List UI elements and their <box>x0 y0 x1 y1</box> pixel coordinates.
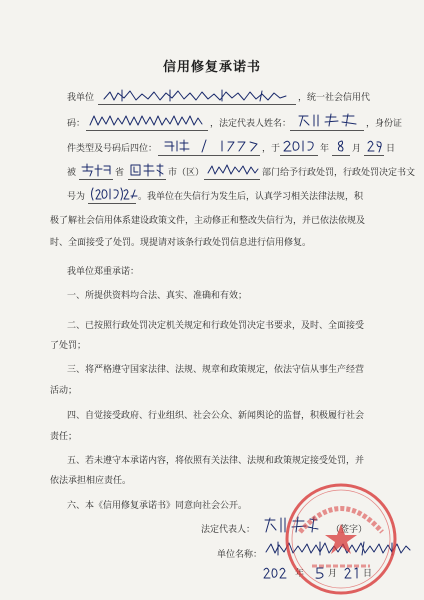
official-seal <box>282 480 400 598</box>
intro-line2-c: ，身份证 <box>366 119 403 129</box>
commitment-item-4-b: 责任； <box>50 432 78 442</box>
handwritten-rep-name <box>296 112 360 128</box>
department-underline <box>204 179 260 180</box>
intro-line3-e: 日 <box>386 144 396 154</box>
id-info-underline <box>158 155 260 156</box>
handwritten-id-info <box>162 138 260 154</box>
unit-name-label: 单位名称： <box>217 550 263 560</box>
commitment-item-6: 六、本《信用修复承诺书》同意向社会公开。 <box>67 501 248 511</box>
intro-line3-c: 年 <box>320 144 330 154</box>
intro-line7: 时、全面接受了处罚。现提请对该条行政处罚信息进行信用修复。 <box>50 238 312 248</box>
intro-line4-d: 部门给予行政处罚，行政处罚决定书文 <box>262 168 416 178</box>
handwritten-province <box>80 162 112 178</box>
handwritten-penalty-month <box>335 138 349 154</box>
commitment-item-3-a: 三、将严格遵守国家法律、法规、规章和政策规定，依法守信从事生产经营 <box>67 365 365 375</box>
commitment-item-3-b: 活动； <box>50 386 78 396</box>
commitment-item-2-b: 了处罚； <box>50 341 87 351</box>
handwritten-penalty-year <box>282 138 318 154</box>
rep-name-underline <box>290 130 364 131</box>
handwritten-department <box>206 162 260 178</box>
unit-name-underline <box>98 104 296 105</box>
intro-line4-c: 市（区） <box>168 168 205 178</box>
intro-line5-a: 号为 <box>67 192 86 202</box>
credit-code-underline <box>86 130 208 131</box>
intro-line4-a: 被 <box>67 168 77 178</box>
sign-month-label: 月 <box>328 569 338 579</box>
intro-line1-b: ，统一社会信用代 <box>298 93 371 103</box>
handwritten-credit-code <box>88 113 208 129</box>
penalty-month-underline <box>332 155 350 156</box>
commitment-item-1: 一、所提供资料均合法、真实、准确和有效； <box>67 291 248 301</box>
handwritten-unit-name <box>102 88 292 104</box>
seal-star-icon <box>325 524 357 554</box>
intro-line6: 极了解社会信用体系建设政策文件，主动修正和整改失信行为，并已依法依规及 <box>50 216 366 226</box>
commitment-item-5-b: 依法承担相应责任。 <box>50 476 132 486</box>
penalty-year-underline <box>280 155 318 156</box>
sign-note: （签字） <box>331 525 368 535</box>
intro-line3-b: ，于 <box>262 144 281 154</box>
handwritten-decision-number <box>89 186 137 202</box>
intro-line2-b: ，法定代表人姓名： <box>210 119 292 129</box>
legal-rep-label: 法定代表人： <box>201 525 256 535</box>
commitment-item-5-a: 五、若未遵守本承诺内容，将依照有关法律、法规和政策规定接受处罚，并 <box>67 456 365 466</box>
document-title: 信用修复承诺书 <box>162 60 261 75</box>
commitment-item-2-a: 二、已按照行政处罚决定机关规定和行政处罚决定书要求，及时、全面接受 <box>67 321 365 331</box>
commitment-intro: 我单位郑重承诺： <box>67 267 140 277</box>
city-underline <box>128 179 166 180</box>
handwritten-penalty-day <box>366 138 384 154</box>
commitment-item-4-a: 四、自觉接受政府、行业组织、社会公众、新闻舆论的监督，积极履行社会 <box>67 411 365 421</box>
intro-line3-a: 件类型及号码后四位： <box>67 144 158 154</box>
handwritten-city <box>129 162 165 178</box>
intro-line2-a: 码： <box>67 119 86 129</box>
sign-year-label: 年 <box>295 569 305 579</box>
sign-day-label: 日 <box>363 569 373 579</box>
intro-line5-b: 。我单位在失信行为发生后，认真学习相关法律法规，积 <box>138 192 364 202</box>
province-underline <box>79 179 113 180</box>
decision-number-underline <box>88 203 136 204</box>
intro-line3-d: 月 <box>352 144 362 154</box>
intro-line1-a: 我单位 <box>67 93 95 103</box>
intro-line4-b: 省 <box>115 168 125 178</box>
penalty-day-underline <box>364 155 384 156</box>
